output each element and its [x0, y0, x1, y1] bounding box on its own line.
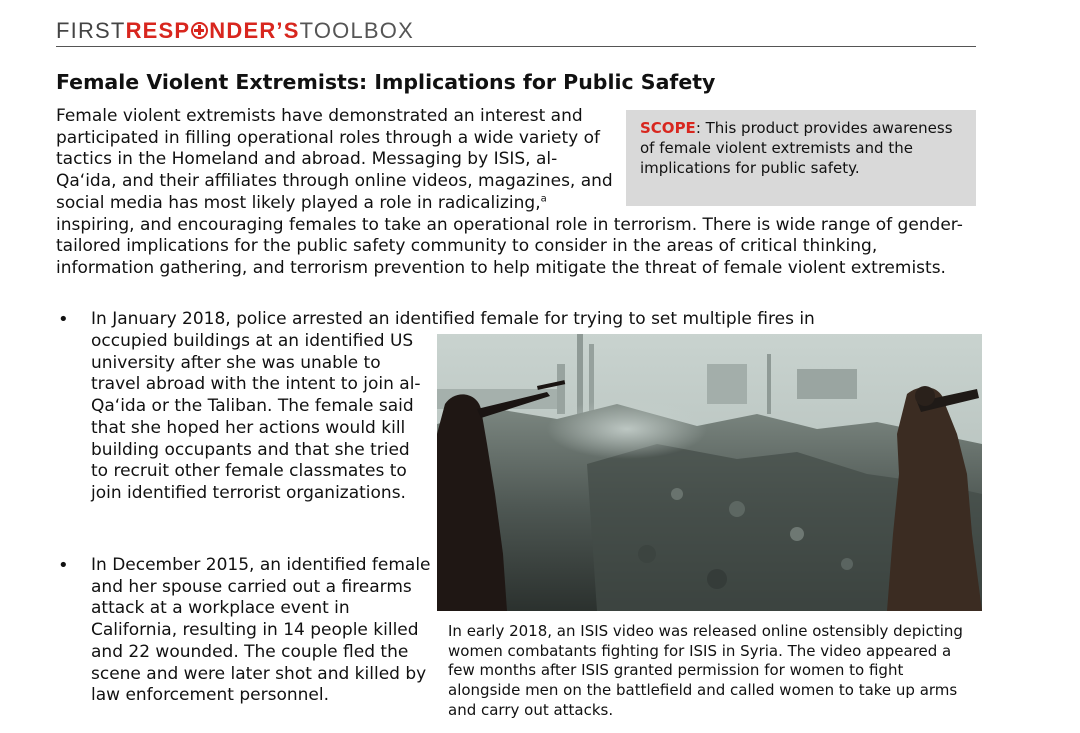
scope-text: : This product provides awareness of female violent extremists and the implications for public safety.	[640, 119, 953, 177]
combat-photo-image	[437, 334, 982, 611]
bullet-marker: •	[58, 555, 69, 576]
intro-paragraph	[56, 106, 976, 280]
footnote-marker: a	[540, 193, 547, 205]
scope-label: SCOPE	[640, 119, 696, 137]
photo-caption: In early 2018, an ISIS video was released online ostensibly depicting women combatants fighting for ISIS in Syria. The video appeared a few months after ISIS granted permission for women to fight alongside men on the battlefield and called women to take up arms and carry out attacks.	[448, 622, 963, 719]
combat-photo	[437, 334, 982, 611]
brand-logo: FIRSTRESP NDER’STOOLBOX	[56, 18, 414, 43]
page-header	[56, 18, 976, 47]
page-title: Female Violent Extremists: Implications for Public Safety	[56, 70, 716, 94]
medical-cross-icon	[191, 22, 208, 39]
intro-text-2: inspiring, and encouraging females to take an operational role in terrorism. There is wide range of gender-tailored implications for the public safety community to consider in the areas of critical thinking, information gathering, and terrorism prevention to help mitigate the threat of female violent extremists.	[56, 214, 963, 278]
bullet-1-text: occupied buildings at an identified US university after she was unable to travel abroad with the intent to join al-Qa‘ida or the Taliban. The female said that she hoped her actions would kill building occupants and that she tried to recruit other female classmates to join identified terrorist organizations.	[91, 331, 421, 503]
bullet-2-text: In December 2015, an identified female and her spouse carried out a firearms attack at a workplace event in California, resulting in 14 people killed and 22 wounded. The couple fled the scene and were later shot and killed by law enforcement personnel.	[91, 555, 431, 706]
intro-text-1: Female violent extremists have demonstrated an interest and participated in filling operational roles through a wide variety of tactics in the Homeland and abroad. Messaging by ISIS, al-Qa‘ida, and their affiliates through online videos, magazines, and social media has most likely played a role in radicalizing,	[56, 106, 613, 213]
bullet-marker: •	[58, 309, 69, 330]
bullet-1-first-line: In January 2018, police arrested an identified female for trying to set multiple fires in	[91, 309, 815, 329]
